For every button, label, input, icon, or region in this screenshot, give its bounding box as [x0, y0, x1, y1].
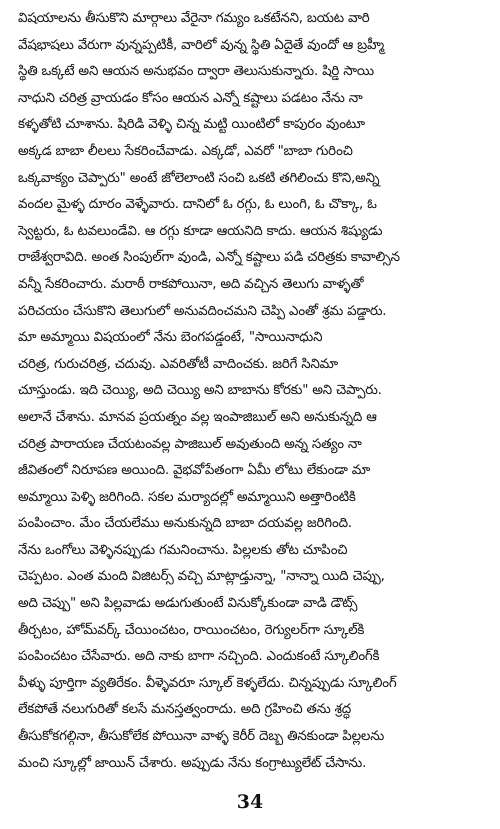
- text-line: చూస్తుండు. ఇది చెయ్యి, అది చెయ్యి అని బాబాను కోరకు" అని చెప్పారు.: [18, 383, 382, 399]
- text-line: వీళ్ళు పూర్తిగా వ్యతిరేకం. వీళ్ళెవరూ స్కూల్ కెళ్ళలేదు. చిన్నప్పుడు స్కూలింగ్: [18, 675, 397, 691]
- text-line: అది చెప్పు" అని పిల్లవాడు అడుగుతుంటే వినుక్కోకుండా వాడి డౌట్స్: [18, 596, 358, 612]
- text-line: నాధుని చరిత్ర వ్రాయడం కోసం ఆయన ఎన్నో కష్టాలు పడటం నేను నా: [18, 90, 363, 106]
- text-line: వన్నీ సేకరించారు. మరాఠీ రాకపోయినా, అది వచ్చిన తెలుగు వాళ్ళతో: [18, 276, 364, 292]
- text-line: అక్కడ బాబా లీలలు సేకరించేవాడు. ఎక్కడో, ఎవరో "బాబా గురించి: [18, 143, 353, 159]
- text-line: చెప్పటం. ఎంత మంది విజిటర్స్ వచ్చి మాట్లాడ్తున్నా, "నాన్నా యిది చెప్పు,: [18, 569, 385, 585]
- text-line: మంచి స్కూల్లో జాయిన్ చేశారు. అప్పుడు నేను కంగ్రాట్యులేట్ చేసాను.: [18, 755, 367, 771]
- text-line: అమ్మాయి పెళ్ళి జరిగింది. సకల మర్యాదల్లో అమ్మాయిని అత్తారింటికి: [18, 489, 356, 505]
- text-line: స్వెట్టరు, ఓ టవలుండేవి. ఆ రగ్గు కూడా ఆయనిది కాదు. ఆయన శిష్యుడు: [18, 223, 383, 239]
- text-line: స్థితి ఒక్కటే అని ఆయన అనుభవం ద్వారా తెలుసుకున్నారు. షిర్డి సాయి: [18, 64, 374, 80]
- text-line: జీవితంలో నిరూపణ అయింది. వైభవోపేతంగా ఏమీ లోటు లేకుండా మా: [18, 463, 370, 479]
- body-text: [18, 6, 484, 777]
- text-line: పరిచయం చేసుకొని తెలుగులో అనువదించమని చెప్పి ఎంతో శ్రమ పడ్డారు.: [18, 303, 387, 319]
- text-line: కళ్ళతోటి చూశాను. షిరిడి వెళ్ళి చిన్న మట్టి యింటిలో కాపురం వుంటూ: [18, 117, 365, 133]
- text-line: వందల మైళ్ళ దూరం వెళ్ళేవారు. దానిలో ఓ రగ్గు, ఓ లుంగి, ఓ చొక్కా, ఓ: [18, 197, 377, 213]
- text-line: తీసుకోకగల్గినా, తీసుకోలేక పోయినా వాళ్ళ కెరీర్ దెబ్బ తినకుండా పిల్లలను: [18, 729, 385, 745]
- text-line: వేషభాషలు వేరుగా వున్నప్పటికీ, వారిలో వున్న స్థితి ఏదైతే వుందో ఆ బ్రహ్మీ: [18, 37, 385, 53]
- text-line: లేకపోతే నలుగురితో కలసే మనస్తత్వంరాదు. అది గ్రహించి తను శ్రద్ధ: [18, 702, 351, 718]
- text-line: తీర్చటం, హోమ్‌వర్క్ చేయించటం, రాయించటం, రెగ్యులర్‌గా స్కూల్‌కి: [18, 622, 365, 638]
- text-line: అలానే చేశాను. మానవ ప్రయత్నం వల్ల ఇంపాజిబుల్ అని అనుకున్నది ఆ: [18, 409, 377, 425]
- text-line: విషయాలను తీసుకొని మార్గాలు వేరైనా గమ్యం ఒకటేనని, బయట వారి: [18, 11, 370, 26]
- text-line: మా అమ్మాయి విషయంలో నేను బెంగపడ్డంటే, "సాయినాధుని: [18, 330, 323, 346]
- text-line: చరిత్ర, గురుచరిత్ర, చదువు. ఎవరితోటీ వాదించకు. జరిగే సినిమా: [18, 356, 338, 372]
- text-line: చరిత్ర పారాయణ చేయటంవల్ల పాజిబుల్ అవుతుంది అన్న సత్యం నా: [18, 436, 362, 452]
- page-number: 34: [236, 791, 264, 813]
- text-line: నేను ఒంగోలు వెళ్ళినప్పుడు గమనించాను. పిల్లలకు తోట చూపించి: [18, 542, 348, 558]
- text-line: పంపించటం చేసేవారు. అది నాకు బాగా నచ్చింది. ఎందుకంటే స్కూలింగ్‌కి: [18, 649, 380, 665]
- text-line: రాజేశ్వరావిది. అంత సింపుల్‌గా వుండి, ఎన్నో కష్టాలు పడి చరిత్రకు కావాల్సిన: [18, 250, 400, 266]
- text-line: పంపించాం. మేం చేయలేము అనుకున్నది బాబా దయవల్ల జరిగింది.: [18, 516, 352, 532]
- text-line: ఒక్కవాక్యం చెప్పారు" అంటే జోలెలాంటి సంచి ఒకటి తగిలించు కొని,అన్ని: [18, 170, 380, 186]
